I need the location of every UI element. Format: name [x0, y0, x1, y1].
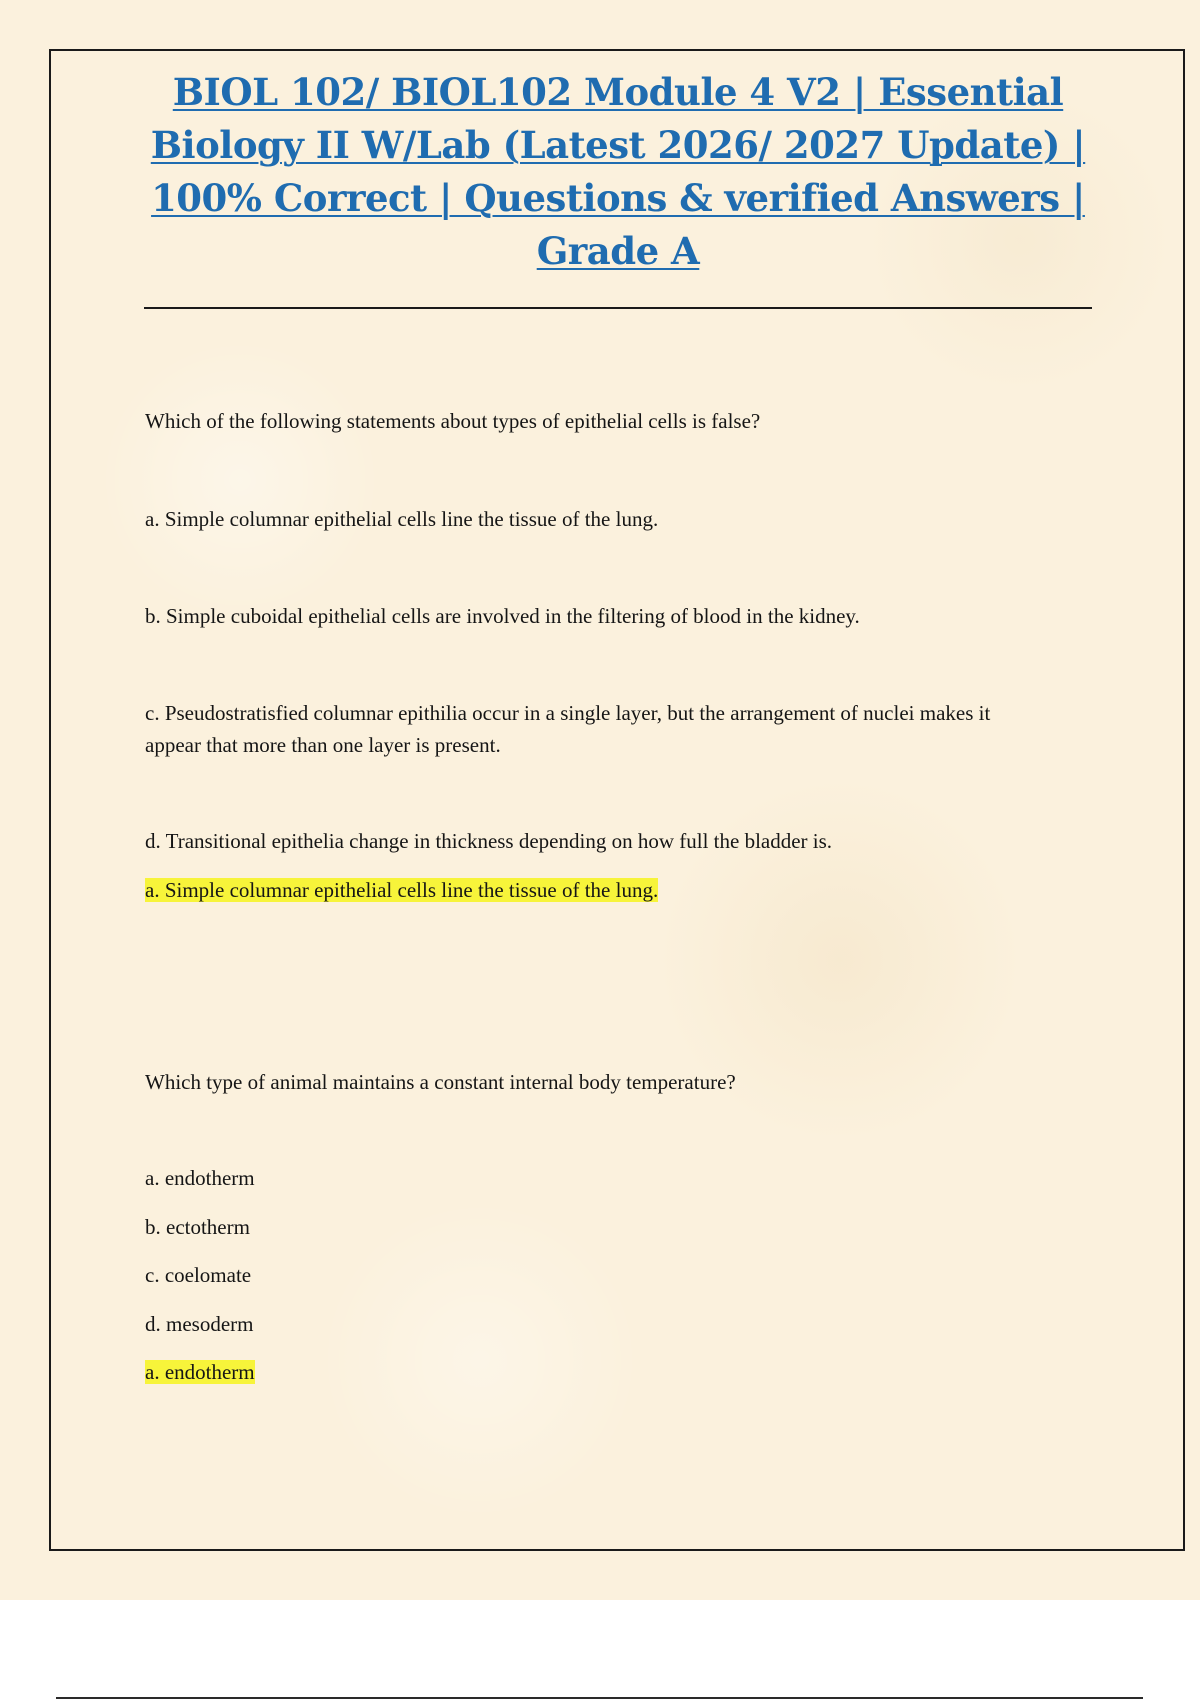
question-2-option-b: b. ectotherm — [145, 1215, 250, 1239]
question-2-option-c: c. coelomate — [145, 1263, 252, 1287]
question-2-option-d: d. mesoderm — [145, 1312, 254, 1336]
title-divider — [144, 307, 1092, 309]
question-1-option-c: c. Pseudostratisfied columnar epithilia occur in a single layer, but the arrangement of nuclei makes it appear that more than one layer is present. — [145, 701, 991, 757]
question-1-prompt: Which of the following statements about types of epithelial cells is false? — [145, 409, 761, 433]
document-title-link[interactable]: BIOL 102/ BIOL102 Module 4 V2 | Essential Biology II W/Lab (Latest 2026/ 2027 Update) | 100% Correct | Questions & verified Answers | Grade A — [150, 70, 1086, 273]
question-1-option-d: d. Transitional epithelia change in thickness depending on how full the bladder is. — [145, 829, 833, 853]
question-1-option-a: a. Simple columnar epithelial cells line the tissue of the lung. — [145, 507, 659, 531]
question-2-answer: a. endotherm — [145, 1360, 255, 1384]
footer-divider — [56, 1697, 1143, 1699]
question-1-answer: a. Simple columnar epithelial cells line the tissue of the lung. — [145, 878, 659, 902]
question-1-option-b: b. Simple cuboidal epithelial cells are involved in the filtering of blood in the kidney. — [145, 604, 860, 628]
question-2-prompt: Which type of animal maintains a constant internal body temperature? — [145, 1070, 736, 1094]
question-2-option-a: a. endotherm — [145, 1166, 255, 1190]
